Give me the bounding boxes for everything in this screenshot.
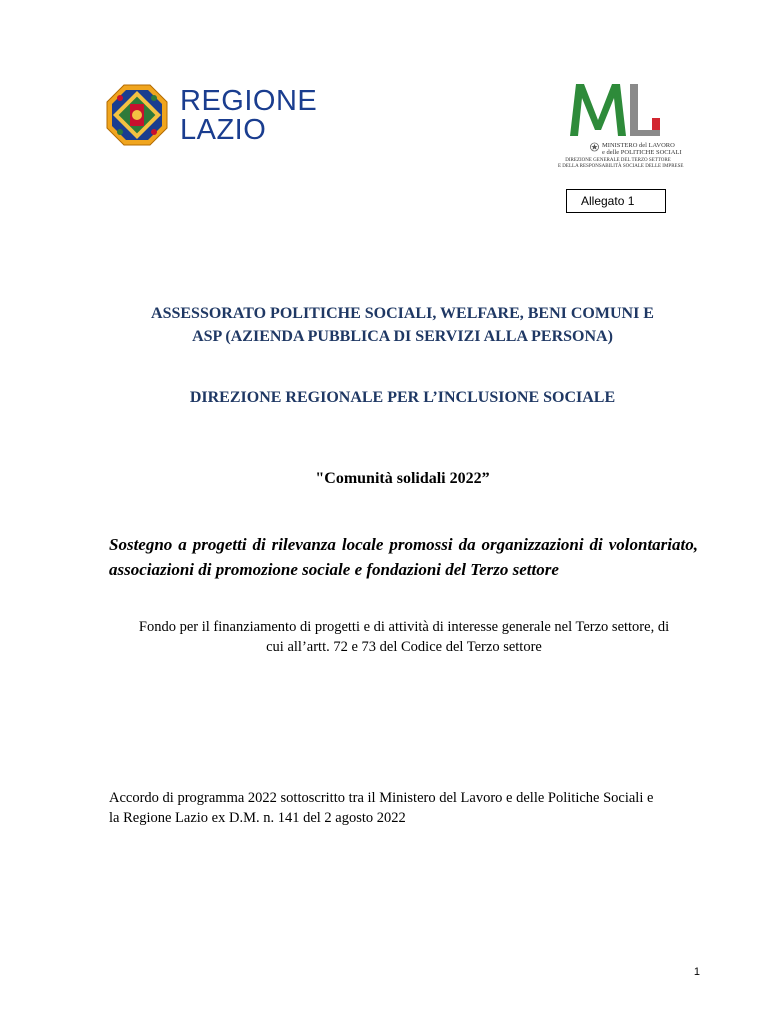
ministero-lavoro-logo <box>552 82 682 172</box>
accordo-line2: la Regione Lazio ex D.M. n. 141 del 2 agosto 2022 <box>109 810 406 826</box>
ministero-direzione-line2: E DELLA RESPONSABILITÀ SOCIALE DELLE IMPRESE <box>558 164 684 169</box>
fondo-paragraph <box>110 617 698 657</box>
allegato-label: Allegato 1 <box>566 189 666 213</box>
lazio-emblem-icon <box>106 84 168 146</box>
call-title: "Comunità solidali 2022” <box>315 470 490 487</box>
assessorato-heading <box>100 302 705 348</box>
call-subtitle: Sostegno a progetti di rilevanza locale promossi da organizzazioni di volontariato, associazioni di promozione sociale e fondazioni del Terzo settore <box>109 535 698 579</box>
emblem-star-icon <box>590 142 599 152</box>
lazio-logo-line1: REGIONE <box>180 85 318 117</box>
lazio-logo-line2: LAZIO <box>180 114 267 146</box>
assessorato-line2: ASP (AZIENDA PUBBLICA DI SERVIZI ALLA PERSONA) <box>192 328 613 345</box>
regione-lazio-logo <box>106 84 331 146</box>
ministero-line2: e delle POLITICHE SOCIALI <box>602 149 682 156</box>
fondo-line1: Fondo per il finanziamento di progetti e di attività di interesse generale nel Terzo settore, di <box>138 619 670 635</box>
direzione-heading: DIREZIONE REGIONALE PER L’INCLUSIONE SOCIALE <box>189 389 616 406</box>
fondo-line2: cui all’artt. 72 e 73 del Codice del Terzo settore <box>266 639 542 655</box>
ministero-direzione-line1: DIREZIONE GENERALE DEL TERZO SETTORE <box>565 158 671 163</box>
ministero-line1: MINISTERO del LAVORO <box>602 142 675 149</box>
page-number: 1 <box>693 966 700 978</box>
assessorato-line1: ASSESSORATO POLITICHE SOCIALI, WELFARE, BENI COMUNI E <box>151 305 654 322</box>
accordo-line1: Accordo di programma 2022 sottoscritto tra il Ministero del Lavoro e delle Politiche Sociali e <box>109 790 654 806</box>
ml-monogram-icon <box>568 82 662 138</box>
accordo-paragraph <box>109 788 709 828</box>
